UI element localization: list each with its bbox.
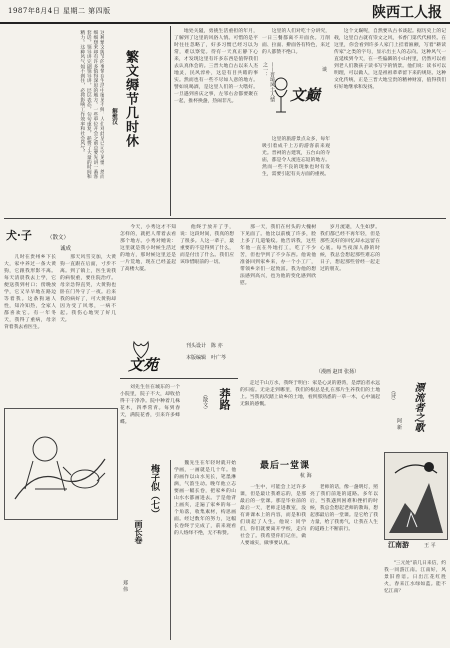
manglu-title-block xyxy=(182,384,238,456)
wenxian-heading xyxy=(262,62,330,134)
poem-title: 漂流者之歌 xyxy=(412,382,423,432)
quanzi-col-1: 儿时在贵州乡下长大，家中养过一条大黄狗，它跟我形影不离。每天清晨我去上学，它便送我到村口；傍晚放学，它又早早地在路边等着我。这条狗通人性，知冷知热，全家人都喜欢它。有一年冬天，我得了重病，母亲背着我去看医生。 xyxy=(4,255,56,330)
poem-title-block xyxy=(384,382,446,448)
jiangnan-body: "三元处"前几日来信，约我一同游江南。江南好，风景旧曾谙。日出江花红胜火，春来江水绿如蓝。能不忆江南？ xyxy=(384,561,446,594)
top-middle-col-2: 这里的人们对吃十分讲究，一日三餐都离不开面食。刀削面、拉面、擀面各有特色，来过的人都赞不绝口。 xyxy=(262,29,330,55)
poem-author: 阿 新 xyxy=(396,418,402,430)
jiangnan-title-block xyxy=(384,540,446,560)
top-left-body-text: 这种繁文缛节的事情在生活中屡见不鲜，人们对此早已司空见惯，然而细细想来却有许多值得深思的地方。一些单位开会之前总要先讲一番客套话，领导讲完副领导讲，层层表态，句句重复，耗费了大量的时间和精力。这种风气如不刹住，必将影响工作效率和社会风气。 xyxy=(79,30,104,179)
manglu-title: 莽路 xyxy=(218,388,231,410)
wenxian-figure-drawing xyxy=(270,76,292,116)
jiangnan-author: 王 平 xyxy=(424,543,436,549)
bottom-divider xyxy=(120,378,238,379)
last-lesson-title: 最后一堂课 xyxy=(260,461,311,471)
horizontal-divider xyxy=(4,218,446,219)
top-middle-col-1: 地处关隘，勇挑生活重担的年月，了解到了这里的风俗人情。可惜的是平时往往忽略了，好多习惯已经习以为常，难以察觉。待有一天真正静下心来，才发现这里有许多东西是值得我们去认真体会的。三晋大地自古以来人杰地灵，民风淳朴，这是有目共睹的事实。然而也有一些不尽如人意的地方。譬如说喝酒，是这里人们的一大嗜好。一旦遇到喜庆之事，左邻右舍都要聚在一起，推杯换盏，热闹非凡。 xyxy=(174,29,258,104)
credit-role-editor: 本版编辑 xyxy=(186,355,207,361)
mid-col-4: 岁月流逝，人生如梦。我们都已经不再年轻，但是那些美好的回忆却永远留在心底。每当夜深人静的时候，我总会想起那些难忘的日子，想起那些曾经一起走过的朋友。 xyxy=(320,225,380,272)
credit-role-design: 刊头设计 xyxy=(186,343,207,349)
wenyuan-credits xyxy=(186,342,236,372)
last-lesson-author: 杭 海 xyxy=(300,473,312,479)
meizi-author: 郑 伟 xyxy=(122,580,128,592)
poem-woodcut-drawing xyxy=(385,453,447,539)
column-word-wenxian: 文巅 xyxy=(290,86,321,104)
masthead-bar xyxy=(0,0,450,24)
quanzi-author: 诚成 xyxy=(60,246,72,252)
right-illustration xyxy=(384,452,448,540)
manglu-genre: （散文） xyxy=(202,392,208,412)
poem-genre: （诗） xyxy=(390,388,396,403)
newspaper-name: 陕西工人报 xyxy=(372,5,442,21)
article-title-fanwen: 繁文缛节几时休 xyxy=(123,50,138,148)
cartoon-illustration-left xyxy=(4,408,118,520)
column-heading-suffix: 谈 xyxy=(322,67,328,73)
credit-row-design xyxy=(186,342,236,349)
bottom-left-mid-col: 刘先生住在城东的一个小院里，院子不大，却收拾得干干净净。院中种着几株花木，四季常青。每到春天，满院花香，引来许多蜂蝶。 xyxy=(120,385,180,425)
meizi-subtitle: 画长卷 xyxy=(134,520,144,544)
quanzi-title: 犬·子 xyxy=(6,229,32,242)
wenyuan-logo-block xyxy=(124,338,184,374)
credit-row-editor xyxy=(186,354,236,361)
mid-col-2: 他终于放开了手，说：这段时间，我真的想了很多。人这一辈子，最重要的不是得到了什么，而是付出了什么。我们应该珍惜眼前的一切。 xyxy=(180,225,234,265)
quanzi-genre: （散文） xyxy=(46,235,69,241)
last-lesson-col-1: 一生中，可能会上过许多课，但是最让我难忘的，是那最后的一堂课。那是毕业前的最后一天，老师走进教室，没有讲课本上的内容，而是和我们谈起了人生。他说：同学们，你们就要离开学校，走向社会了。我希望你们记住，做人要诚实，做事要认真。 xyxy=(240,485,306,546)
column-heading-prefix: ——晋境风土人情之一： xyxy=(262,62,275,102)
issue-date-line: 1987年8月4日 星期二 第四版 xyxy=(8,7,111,15)
mid-col-1: 今天，小秀这才不知怎样的，就把人带着去看那个地方。小秀对她说：这里就是我小时候生活过的地方，那时候这里还是一片荒地，现在已经盖起了高楼大厦。 xyxy=(120,225,176,272)
illustration-caption: （漫画 赵田 张扬） xyxy=(316,369,360,375)
top-left-headline-box xyxy=(108,28,166,180)
article-author-xie: 解维汉 xyxy=(111,108,117,125)
meizi-body: 魏先生在年轻时就开始学画，一画就是几十年。他的画作以山水见长，笔墨淋漓，气韵生动。晚年他立志要画一幅长卷，把家乡的山山水水都画进去。于是他背上画夹，走遍了家乡的每一个角落，收集素材，构思画面。经过数年的努力，这幅长卷终于完成了，前来观看的人络绎不绝，无不称赞。 xyxy=(174,461,236,536)
last-lesson-col-2: 老师的话，像一盏明灯，照亮了我们前进的道路。多年以后，当我遇到困难和挫折的时候，我总会想起老师的教诲，想起那最后的一堂课。是它给了我力量，给了我勇气，让我在人生的道路上不断前行。 xyxy=(310,485,378,532)
credit-name-editor: 叶广芩 xyxy=(211,355,227,361)
dog-cartoon-drawing xyxy=(5,409,117,519)
meizi-title: 梅子似（七） xyxy=(149,464,159,518)
mid-col-5: 走过千山万水，我终于明白：家是心灵的港湾，是漂泊者永远的归宿。无论走到哪里，我们的根总是扎在那片生养我们的土地上。当我再次踏上故乡的土地，看到那熟悉的一草一木，心中涌起无限的感慨。 xyxy=(240,381,380,407)
last-lesson-title-block xyxy=(240,458,380,482)
meizi-title-block xyxy=(120,460,171,640)
quanzi-title-block xyxy=(6,224,116,244)
jiangnan-title: 江南游 xyxy=(388,540,409,549)
wenyuan-logo-text: 文苑 xyxy=(128,356,159,374)
mid-col-3: 那一天，我们在村头的大槐树下见面了。他比以前瘦了许多，脸上多了几道皱纹。他告诉我，这些年他一直在外地打工，吃了不少苦，但也学到了不少东西。他说他准备回到家乡来，办一个小工厂，带领乡亲们一起致富。我为他的想法感到高兴，也为他的变化感到欣慰。 xyxy=(240,225,316,286)
credit-name-design: 陈 亦 xyxy=(211,343,223,349)
top-middle-col-3: 这里的旅游景点众多，每年吸引着成千上万的游客前来观光。晋祠的古建筑，五台山的寺庙，都是令人流连忘返的地方。然而一些不良的现象也时有发生，需要引起有关方面的重视。 xyxy=(262,137,330,177)
vertical-divider xyxy=(170,26,171,216)
top-right-col: 这个文巅呢，自然要从古书谈起。据历史上的记载，这里自古就有崇文之风，书香门第代代相传。在这里，你会看到许多人家门上挂着匾额，写着"耕读传家"之类的字句，显示出主人的志向。这种风气一直延续到今天，在一些偏僻的小山村里，仍然可以看到老人们教孩子读书写字的情景。他们说：读书可以明理，可以做人，这是祖祖辈辈留下来的规矩。这种文化传统，正是三晋大地宝贵的精神财富，值得我们好好地继承和发扬。 xyxy=(334,29,446,90)
quanzi-col-2: 那天风雪交加，大黄狗一直跟在后面，寸步不离。到了镇上，医生说我的病很重，要住院治疗。母亲急得直哭，大黄狗也卧在门外守了一夜。后来我的病好了，可大黄狗却因为受了风寒，一病不起。我伤心地哭了好几天。 xyxy=(60,255,116,323)
